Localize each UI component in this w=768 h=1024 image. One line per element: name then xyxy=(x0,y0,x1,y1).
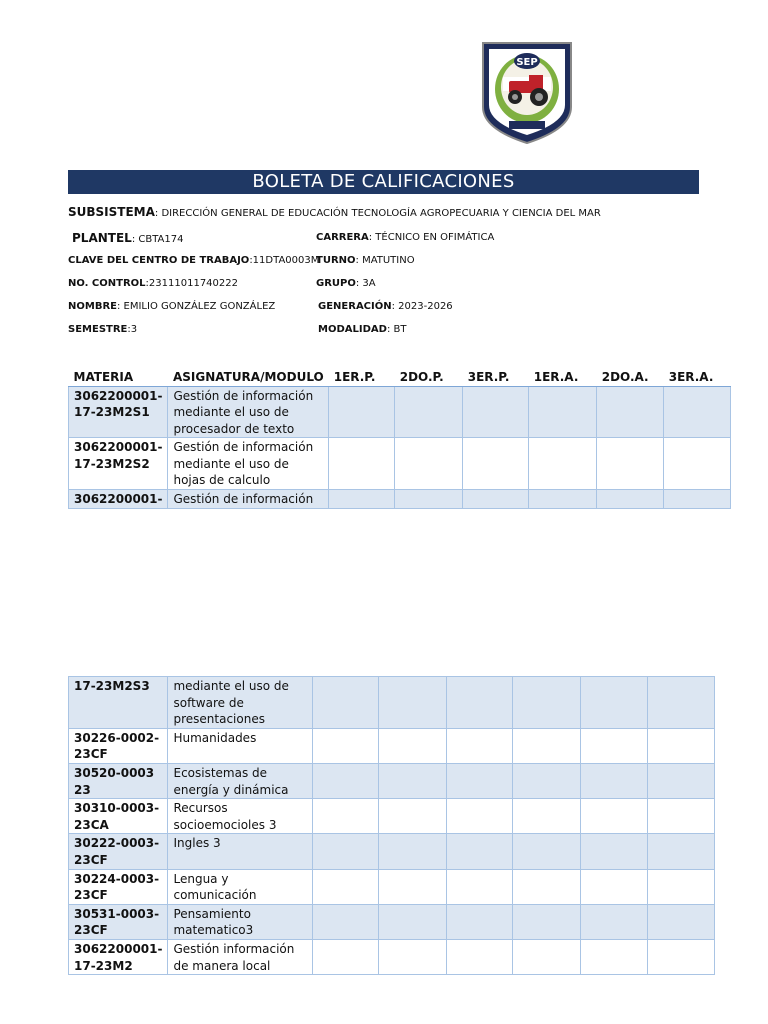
grade-cell xyxy=(529,386,597,438)
grade-cell xyxy=(513,677,581,729)
grade-cell xyxy=(463,490,529,509)
generacion-value: : 2023-2026 xyxy=(391,301,453,312)
materia-code: 3062200001-17-23M2S1 xyxy=(69,386,168,438)
grade-cell xyxy=(513,799,581,834)
grade-cell xyxy=(379,904,447,939)
grade-cell xyxy=(379,869,447,904)
grade-cell xyxy=(648,869,715,904)
grade-cell xyxy=(513,904,581,939)
grade-cell xyxy=(395,490,463,509)
grade-cell xyxy=(379,677,447,729)
modalidad-value: : BT xyxy=(386,324,407,335)
grade-cell xyxy=(581,799,648,834)
grade-cell xyxy=(597,438,664,490)
turno-value: : MATUTINO xyxy=(355,255,415,266)
grade-cell xyxy=(597,386,664,438)
grade-cell xyxy=(447,763,513,798)
grade-cell xyxy=(313,834,379,869)
grade-cell xyxy=(581,834,648,869)
table-row xyxy=(69,490,731,509)
header-2do-a: 2DO.A. xyxy=(597,366,664,386)
grade-cell xyxy=(513,939,581,974)
grade-cell xyxy=(379,799,447,834)
grade-cell xyxy=(379,834,447,869)
grade-cell xyxy=(447,939,513,974)
plantel-value: : CBTA174 xyxy=(131,234,184,245)
grade-cell xyxy=(664,490,731,509)
grade-cell xyxy=(581,869,648,904)
table-row xyxy=(69,939,715,974)
info-nombre xyxy=(68,301,275,312)
info-generacion xyxy=(318,301,453,312)
grade-cell xyxy=(447,799,513,834)
grade-cell xyxy=(648,677,715,729)
semestre-value: :3 xyxy=(127,324,138,335)
nombre-value: : EMILIO GONZÁLEZ GONZÁLEZ xyxy=(116,301,276,312)
grade-cell xyxy=(447,677,513,729)
grade-cell xyxy=(313,677,379,729)
info-plantel xyxy=(72,231,183,245)
table-row xyxy=(69,386,731,438)
clave-label: CLAVE DEL CENTRO DE TRABAJO xyxy=(68,255,250,266)
asignatura: Ingles 3 xyxy=(168,834,313,869)
generacion-label: GENERACIÓN xyxy=(318,301,392,312)
sep-logo-icon xyxy=(479,37,575,145)
grade-cell xyxy=(648,834,715,869)
materia-code: 30520-0003 23 xyxy=(69,763,168,798)
asignatura: Pensamiento matematico3 xyxy=(168,904,313,939)
grade-cell xyxy=(513,763,581,798)
semestre-label: SEMESTRE xyxy=(68,324,128,335)
grade-cell xyxy=(447,728,513,763)
materia-code: 3062200001-17-23M2S2 xyxy=(69,438,168,490)
grades-table-page1 xyxy=(68,366,731,509)
turno-label: TURNO xyxy=(316,255,356,266)
control-value: :23111011740222 xyxy=(145,278,238,289)
grade-cell xyxy=(447,904,513,939)
info-grupo xyxy=(316,278,376,289)
materia-code: 3062200001- xyxy=(69,490,168,509)
table-row xyxy=(69,869,715,904)
grade-cell xyxy=(379,763,447,798)
header-materia: MATERIA xyxy=(69,366,168,386)
table-row xyxy=(69,799,715,834)
materia-code: 30226-0002-23CF xyxy=(69,728,168,763)
grade-cell xyxy=(313,869,379,904)
info-control xyxy=(68,278,238,289)
grades-table-page2 xyxy=(68,676,715,975)
grade-cell xyxy=(463,438,529,490)
subsistema-label: SUBSISTEMA xyxy=(68,205,155,219)
info-carrera xyxy=(316,232,494,243)
table-row xyxy=(69,677,715,729)
control-label: NO. CONTROL xyxy=(68,278,146,289)
asignatura: Ecosistemas de energía y dinámica xyxy=(168,763,313,798)
grupo-label: GRUPO xyxy=(316,278,356,289)
materia-code: 30222-0003-23CF xyxy=(69,834,168,869)
asignatura: Recursos socioemocioles 3 xyxy=(168,799,313,834)
grade-cell xyxy=(664,386,731,438)
grade-cell xyxy=(648,799,715,834)
grade-cell xyxy=(313,904,379,939)
info-clave xyxy=(68,255,319,266)
header-2do-p: 2DO.P. xyxy=(395,366,463,386)
plantel-label: PLANTEL xyxy=(72,231,132,245)
materia-code: 30310-0003-23CA xyxy=(69,799,168,834)
asignatura: Gestión de información mediante el uso de hojas de calculo xyxy=(168,438,329,490)
grade-cell xyxy=(597,490,664,509)
grade-cell xyxy=(648,763,715,798)
grade-cell xyxy=(329,386,395,438)
grade-cell xyxy=(395,386,463,438)
asignatura: Gestión de información xyxy=(168,490,329,509)
grade-cell xyxy=(529,490,597,509)
materia-code: 17-23M2S3 xyxy=(69,677,168,729)
header-asignatura: ASIGNATURA/MODULO xyxy=(168,366,329,386)
grade-cell xyxy=(379,939,447,974)
document-title: BOLETA DE CALIFICACIONES xyxy=(68,170,699,194)
asignatura: Gestión de información mediante el uso de procesador de texto xyxy=(168,386,329,438)
table-row xyxy=(69,438,731,490)
header-1er-p: 1ER.P. xyxy=(329,366,395,386)
table-row xyxy=(69,728,715,763)
grade-cell xyxy=(648,728,715,763)
clave-value: :11DTA0003M xyxy=(249,255,320,266)
grade-cell xyxy=(648,939,715,974)
header-1er-a: 1ER.A. xyxy=(529,366,597,386)
grade-cell xyxy=(513,869,581,904)
grade-cell xyxy=(313,799,379,834)
table-row xyxy=(69,763,715,798)
grade-cell xyxy=(329,438,395,490)
grade-cell xyxy=(581,939,648,974)
info-modalidad xyxy=(318,324,406,335)
grade-cell xyxy=(395,438,463,490)
grade-cell xyxy=(581,677,648,729)
carrera-value: : TÉCNICO EN OFIMÁTICA xyxy=(368,232,495,243)
asignatura: Lengua y comunicación xyxy=(168,869,313,904)
modalidad-label: MODALIDAD xyxy=(318,324,387,335)
header-3er-a: 3ER.A. xyxy=(664,366,731,386)
grade-cell xyxy=(513,834,581,869)
materia-code: 3062200001-17-23M2 xyxy=(69,939,168,974)
grade-cell xyxy=(313,728,379,763)
grade-cell xyxy=(581,904,648,939)
grade-cell xyxy=(581,763,648,798)
grade-cell xyxy=(664,438,731,490)
grade-cell xyxy=(329,490,395,509)
grade-cell xyxy=(313,939,379,974)
asignatura: Humanidades xyxy=(168,728,313,763)
grade-cell xyxy=(447,834,513,869)
asignatura: mediante el uso de software de presentaciones xyxy=(168,677,313,729)
table-row xyxy=(69,904,715,939)
grade-cell xyxy=(447,869,513,904)
logo-text: SEP xyxy=(516,57,538,68)
table-header-row xyxy=(69,366,731,386)
carrera-label: CARRERA xyxy=(316,232,369,243)
grade-cell xyxy=(463,386,529,438)
materia-code: 30224-0003-23CF xyxy=(69,869,168,904)
grade-cell xyxy=(313,763,379,798)
materia-code: 30531-0003-23CF xyxy=(69,904,168,939)
grade-cell xyxy=(379,728,447,763)
grade-cell xyxy=(513,728,581,763)
info-subsistema xyxy=(68,205,601,219)
grupo-value: : 3A xyxy=(355,278,376,289)
nombre-label: NOMBRE xyxy=(68,301,117,312)
grade-cell xyxy=(581,728,648,763)
subsistema-value: : DIRECCIÓN GENERAL DE EDUCACIÓN TECNOLOGÍA AGROPECUARIA Y CIENCIA DEL MAR xyxy=(154,208,601,219)
grade-cell xyxy=(648,904,715,939)
info-turno xyxy=(316,255,415,266)
grade-cell xyxy=(529,438,597,490)
info-semestre xyxy=(68,324,137,335)
asignatura: Gestión información de manera local xyxy=(168,939,313,974)
header-3er-p: 3ER.P. xyxy=(463,366,529,386)
table-row xyxy=(69,834,715,869)
